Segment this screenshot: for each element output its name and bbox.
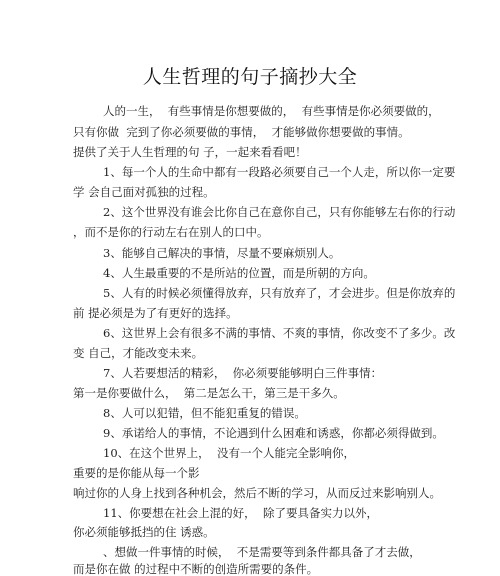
paragraph-line: 9、承诺给人的事情，不论遇到什么困难和诱惑，你都必须得做到。 [103,426,444,440]
paragraph-line: 4、人生最重要的不是所站的位置，而是所朝的方向。 [103,266,375,280]
paragraph-line: 前 提必须是为了有更好的选择。 [73,306,238,320]
paragraph-line: 7、人若要想活的精彩， 你必须要能够明白三件事情： [103,366,383,380]
paragraph-line: 1、每一个人的生命中都有一段路必须要自己一个人走，所以你一定要 [103,165,456,179]
paragraph-line: 10、在这个世界上， 没有一个人能完全影响你， [103,446,355,460]
paragraph-line: 6、这世界上会有很多不满的事情、不爽的事情，你改变不了多少。改 [103,326,456,340]
paragraph-line: 你必须能够抵挡的住 诱惑。 [73,525,215,539]
paragraph-line: 变 自己，才能改变未来。 [73,346,204,360]
paragraph-line: 第一是你要做什么， 第二是怎么干，第三是干多久。 [73,386,345,400]
paragraph-line: 2、这个世界没有谁会比你自己在意你自己，只有你能够左右你的行动 [103,205,456,219]
paragraph-line: 人的一生， 有些事情是你想要做的， 有些事情是你必须要做的， [103,104,440,118]
paragraph-line: 3、能够自己解决的事情，尽量不要麻烦别人。 [103,246,341,260]
document-title: 人生哲理的句子摘抄大全 [142,66,358,88]
paragraph-line: 响过你的人身上找到各种机会，然后不断的学习，从而反过来影响别人。 [73,486,441,500]
paragraph-line: ，而不是你的行动左右在别人的口中。 [73,225,269,239]
paragraph-line: 重要的是你能从每一个影 [73,466,200,480]
paragraph-line: 学 会自己面对孤独的过程。 [73,185,215,199]
paragraph-line: 5、人有的时候必须懂得放弃，只有放弃了，才会进步。但是你放弃的 [103,286,456,300]
paragraph-line: 只有你做 完到了你必须要做的事情， 才能够做你想要做的事情。 [73,125,410,139]
paragraph-line: 11、你要想在社会上混的好， 除了要具备实力以外， [103,506,378,520]
paragraph-line: 提供了关于人生哲理的句 子，一起来看看吧！ [73,145,307,159]
paragraph-line: 而是你在做 的过程中不断的创造所需要的条件。 [73,562,319,576]
paragraph-line: 、想做一件事情的时候， 不是需要等到条件都具备了才去做， [103,545,421,559]
paragraph-line: 8、人可以犯错，但不能犯重复的错误。 [103,406,306,420]
